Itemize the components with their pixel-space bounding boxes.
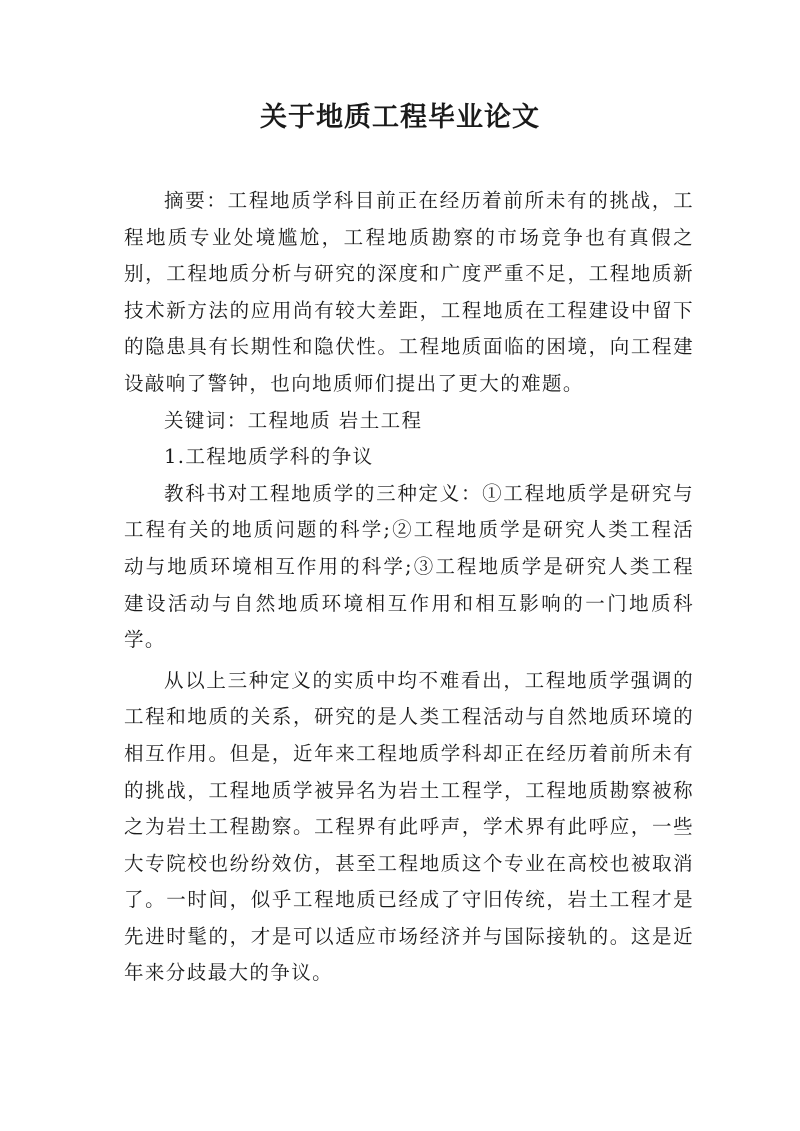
section-heading: 1.工程地质学科的争议 bbox=[164, 445, 374, 469]
body-paragraph: 教科书对工程地质学的三种定义：①工程地质学是研究与工程有关的地质问题的科学;②工程地质学是研究人类工程活动与地质环境相互作用的科学;③工程地质学是研究人类工程建设活动与自然地质环境相互作用和相互影响的一门地质科学。 bbox=[124, 481, 694, 652]
body-paragraph: 从以上三种定义的实质中均不难看出，工程地质学强调的工程和地质的关系，研究的是人类工程活动与自然地质环境的相互作用。但是，近年来工程地质学科却正在经历着前所未有的挑战，工程地质学被异名为岩土工程学，工程地质勘察被称之为岩土工程勘察。工程界有此呼声，学术界有此呼应，一些大专院校也纷纷效仿，甚至工程地质这个专业在高校也被取消了。一时间，似乎工程地质已经成了守旧传统，岩土工程才是先进时髦的，才是可以适应市场经济并与国际接轨的。这是近年来分歧最大的争议。 bbox=[124, 668, 694, 985]
document-title: 关于地质工程毕业论文 bbox=[260, 102, 540, 133]
keywords-line: 关键词：工程地质 岩土工程 bbox=[164, 408, 423, 432]
abstract-paragraph: 摘要：工程地质学科目前正在经历着前所未有的挑战，工程地质专业处境尴尬，工程地质勘察的市场竞争也有真假之别，工程地质分析与研究的深度和广度严重不足，工程地质新技术新方法的应用尚有较大差距，工程地质在工程建设中留下的隐患具有长期性和隐伏性。工程地质面临的困境，向工程建设敲响了警钟，也向地质师们提出了更大的难题。 bbox=[124, 189, 694, 395]
document-body bbox=[124, 183, 694, 992]
